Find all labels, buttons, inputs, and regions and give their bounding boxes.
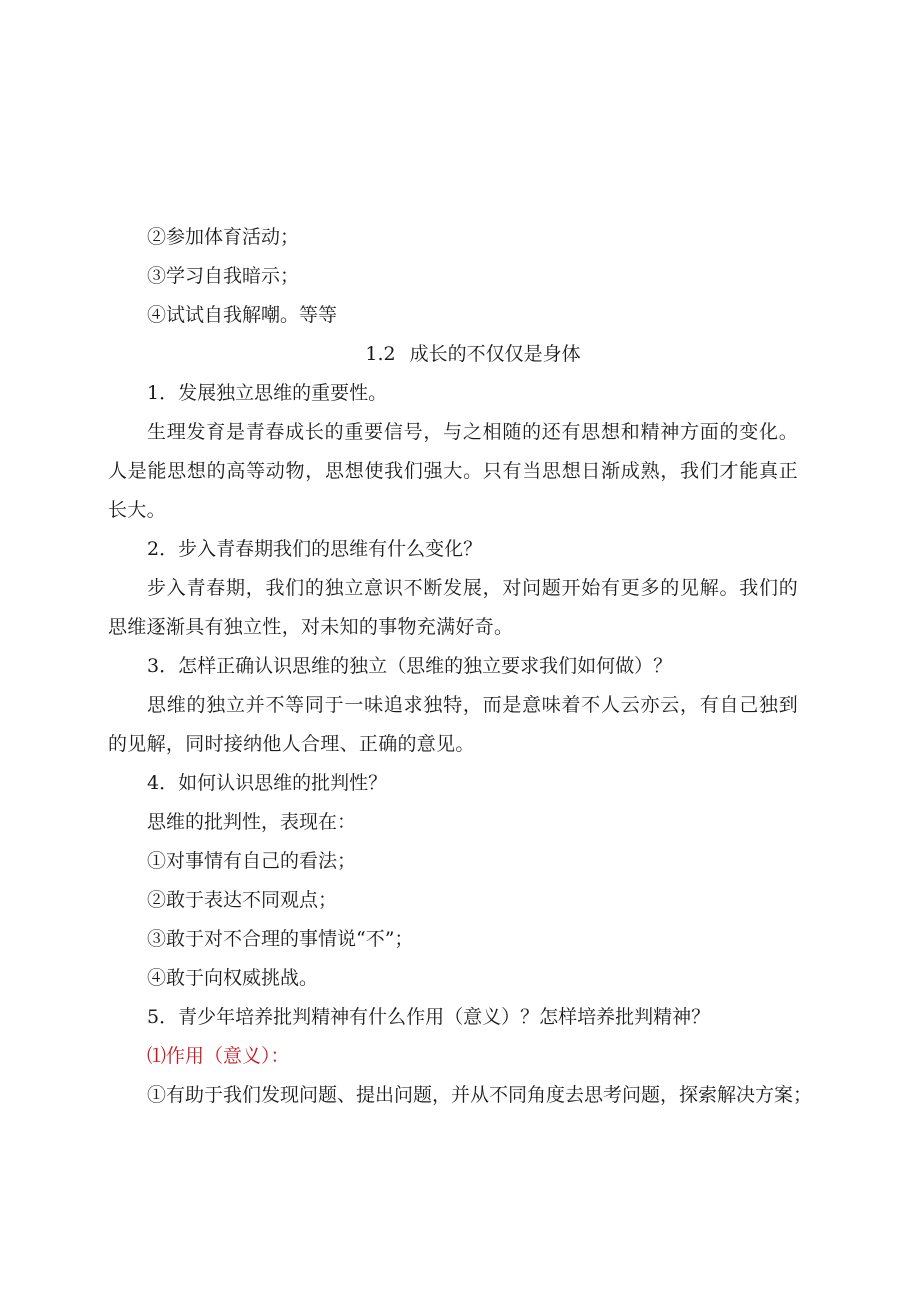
section-title: 成长的不仅仅是身体 bbox=[409, 343, 581, 365]
list-item-sports: ②参加体育活动； bbox=[147, 226, 300, 248]
section-heading bbox=[108, 335, 798, 374]
answer-2: 步入青春期，我们的独立意识不断发展，对问题开始有更多的见解。我们的思维逐渐具有独立性，对未知的事物充满好奇。 bbox=[108, 577, 798, 638]
answer-3: 思维的独立并不等同于一味追求独特，而是意味着不人云亦云，有自己独到的见解，同时接纳他人合理、正确的意见。 bbox=[108, 694, 798, 755]
document-body bbox=[108, 218, 813, 1115]
subheading-function: ⑴作用（意义）： bbox=[147, 1045, 290, 1067]
list-item-self-suggestion: ③学习自我暗示； bbox=[147, 265, 300, 287]
question-2: 2．步入青春期我们的思维有什么变化？ bbox=[147, 538, 483, 560]
list-item-find-problems: ①有助于我们发现问题、提出问题，并从不同角度去思考问题，探索解决方案； bbox=[147, 1084, 813, 1106]
question-4: 4．如何认识思维的批判性？ bbox=[147, 772, 388, 794]
answer-1: 生理发育是青春成长的重要信号，与之相随的还有思想和精神方面的变化。人是能思想的高等动物，思想使我们强大。只有当思想日渐成熟，我们才能真正长大。 bbox=[108, 421, 798, 521]
question-5: 5．青少年培养批判精神有什么作用（意义）？怎样培养批判精神？ bbox=[147, 1006, 711, 1028]
list-item-say-no: ③敢于对不合理的事情说“不”； bbox=[147, 928, 414, 950]
list-item-self-mockery: ④试试自我解嘲。等等 bbox=[147, 304, 338, 326]
list-item-express-views: ②敢于表达不同观点； bbox=[147, 889, 338, 911]
list-item-own-view: ①对事情有自己的看法； bbox=[147, 850, 357, 872]
section-number: 1.2 bbox=[365, 343, 396, 365]
question-3: 3．怎样正确认识思维的独立（思维的独立要求我们如何做）？ bbox=[147, 655, 673, 677]
list-item-challenge-authority: ④敢于向权威挑战。 bbox=[147, 967, 319, 989]
question-1: 1．发展独立思维的重要性。 bbox=[147, 382, 388, 404]
answer-4-intro: 思维的批判性，表现在： bbox=[147, 811, 357, 833]
